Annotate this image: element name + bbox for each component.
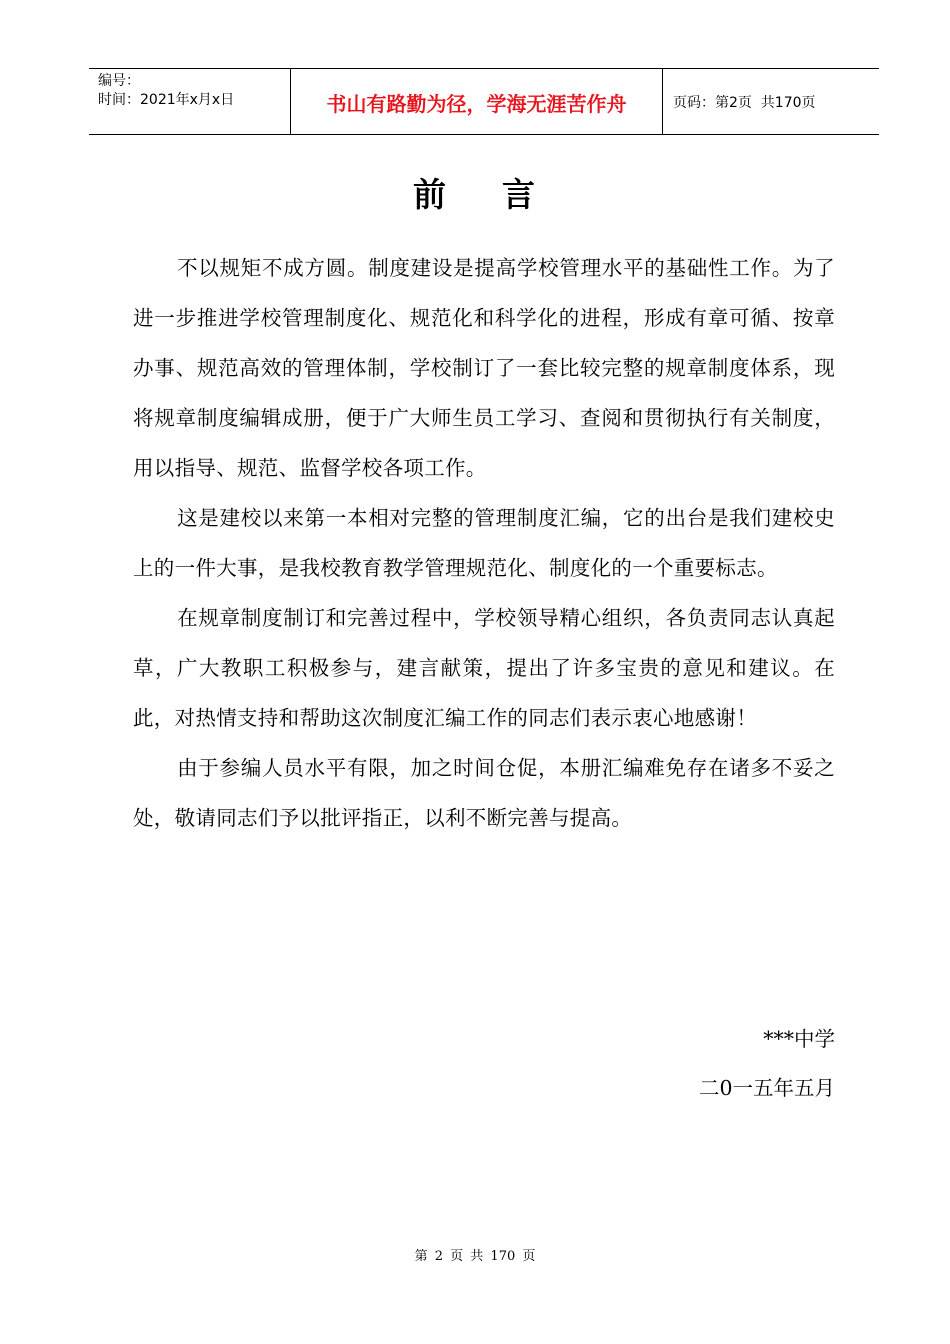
- page-title: 前 言: [413, 175, 537, 214]
- motto-text: 书山有路勤为径，学海无涯苦作舟: [326, 92, 627, 116]
- time-label: 时间：2021年x月x日: [98, 92, 235, 108]
- paragraph-3: 在规章制度制订和完善过程中，学校领导精心组织，各负责同志认真起草，广大教职工积极参与，建言献策，提出了许多宝贵的意见和建议。在此，对热情支持和帮助这次制度汇编工作的同志们表示衷心地感谢！: [133, 606, 835, 730]
- header-motto-cell: [291, 69, 663, 134]
- paragraph-1: 不以规矩不成方圆。制度建设是提高学校管理水平的基础性工作。为了进一步推进学校管理制度化、规范化和科学化的进程，形成有章可循、按章办事、规范高效的管理体制，学校制订了一套比较完整的规章制度体系，现将规章制度编辑成册，便于广大师生员工学习、查阅和贯彻执行有关制度，用以指导、规范、监督学校各项工作。: [133, 256, 835, 480]
- page-label: 页码：第2页 共170页: [673, 94, 816, 111]
- page-footer: 第 2 页 共 170 页: [414, 1249, 536, 1264]
- signature-org: ***中学: [763, 1027, 835, 1051]
- paragraph-4: 由于参编人员水平有限，加之时间仓促，本册汇编难免存在诸多不妥之处，敬请同志们予以批评指正，以利不断完善与提高。: [133, 756, 835, 830]
- paragraph-2: 这是建校以来第一本相对完整的管理制度汇编，它的出台是我们建校史上的一件大事，是我校教育教学管理规范化、制度化的一个重要标志。: [133, 506, 835, 580]
- page-header: [89, 68, 879, 135]
- body-text: [133, 243, 835, 843]
- number-label: 编号：: [98, 73, 140, 89]
- header-page-cell: [663, 69, 879, 134]
- signature-date: 二0一五年五月: [698, 1076, 835, 1100]
- header-meta-cell: [89, 69, 291, 134]
